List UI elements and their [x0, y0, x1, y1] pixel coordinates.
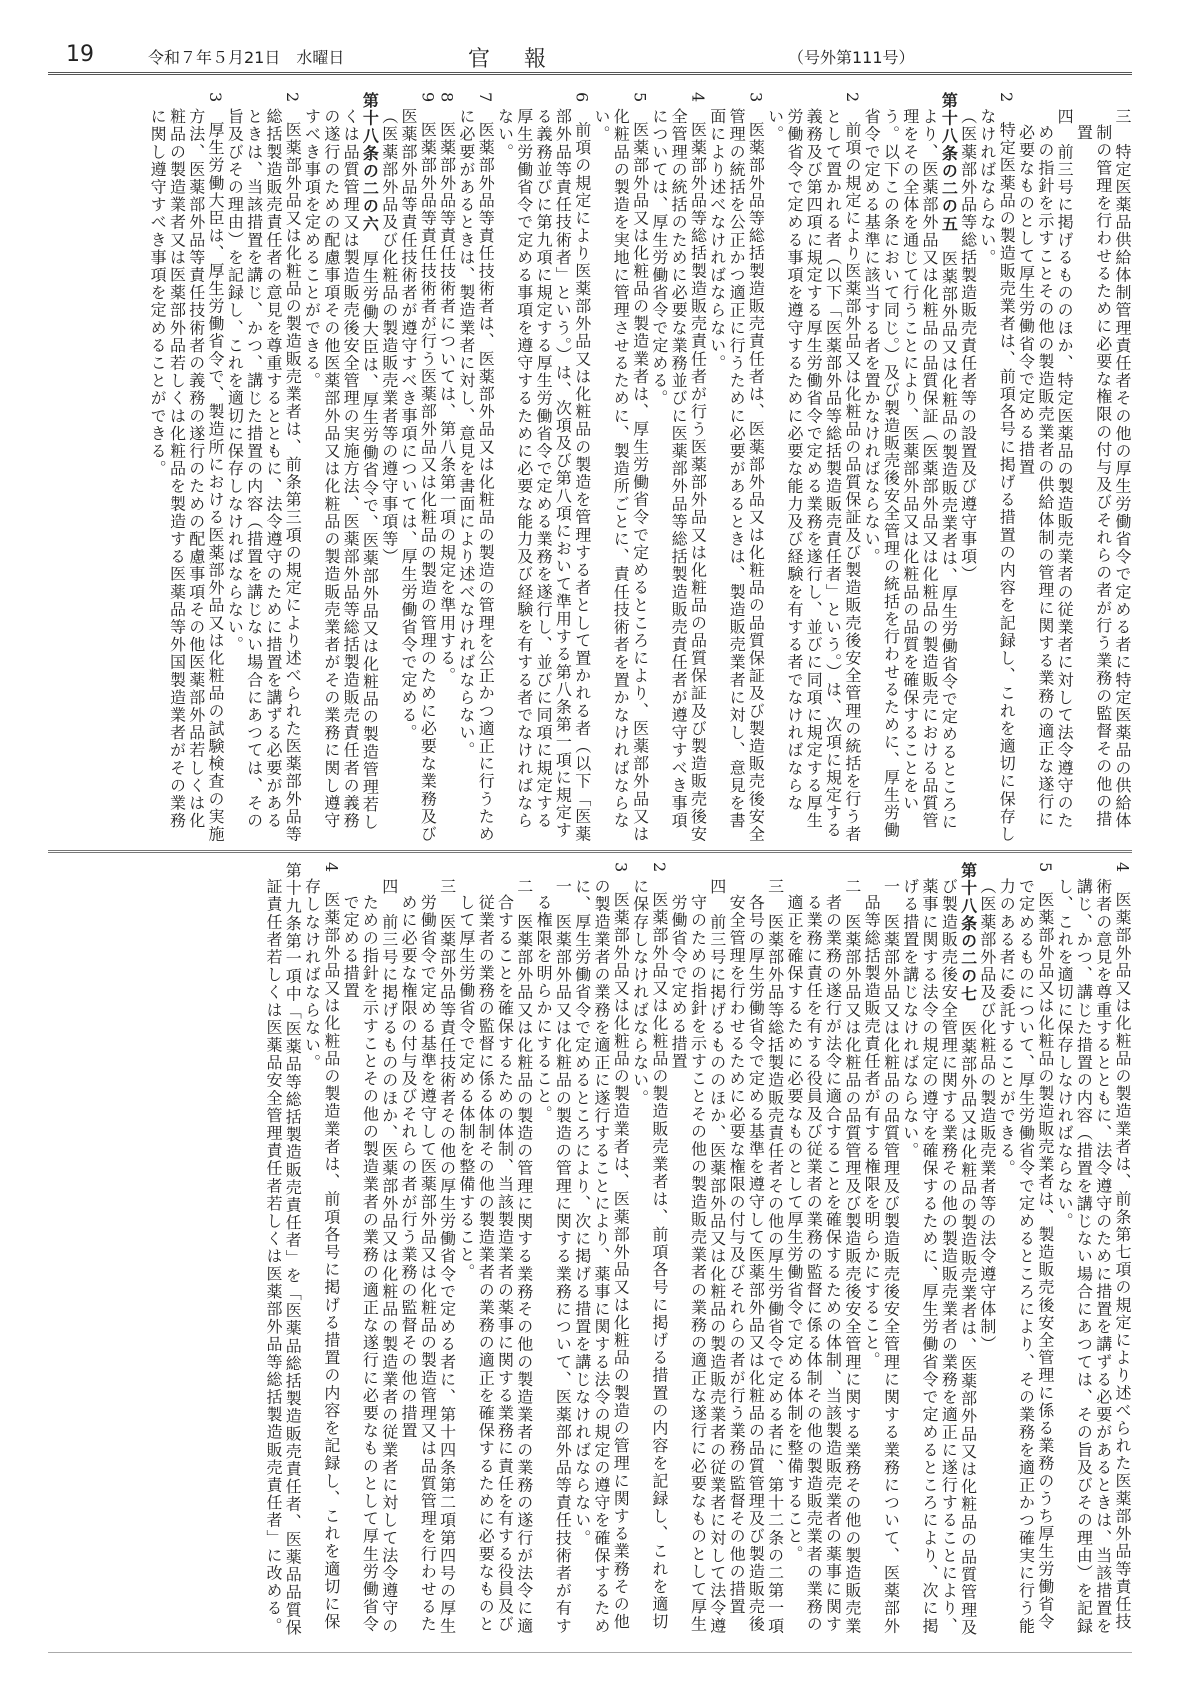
numbered-paragraph: [302, 862, 341, 1647]
article-number: 第十八条の二の六: [360, 92, 380, 233]
lower-text-block: [48, 862, 1132, 1647]
item-paragraph: [727, 862, 785, 1647]
upper-text-block: [48, 92, 1132, 844]
item-paragraph: [534, 862, 573, 1647]
numbered-paragraph: [650, 92, 708, 844]
numbered-paragraph: [399, 92, 438, 844]
item-paragraph: [669, 862, 727, 1647]
numbered-paragraph: [997, 862, 1055, 1647]
article-number: 第十八条の二の七: [958, 862, 978, 1003]
section-divider: [48, 850, 1132, 853]
issue-date: 令和７年５月21日 水曜日: [148, 48, 345, 67]
paragraph-text: 厚生労働大臣は、厚生労働省令で、医薬部外品又は化粧品の製造管理若しくは品質管理又は製造販売後安全管理の実施方法、医薬部外品等総括製造販売責任者の義務の遂行のための配慮事項その他医薬部外品又は化粧品の製造販売業者がその業務に関し遵守すべき事項を定めることができる。: [302, 108, 380, 832]
numbered-paragraph: [457, 92, 496, 844]
numbered-paragraph: [572, 862, 630, 1647]
article-paragraph: [302, 92, 379, 844]
paragraph-text: 三 医薬部外品等責任技術者その他の厚生労働省令で定める者に、第十四条第二項第四号の厚生労働省令で定める基準を遵守して医薬部外品又は化粧品の製造管理又は品質管理を行わせるために必要な権限の付与及びそれらの者が行う業務の監督その他の措置: [399, 878, 457, 1635]
article-caption: [958, 92, 977, 844]
numbered-paragraph: [978, 92, 1017, 844]
paragraph-text: 二 医薬部外品又は化粧品の品質管理及び製造販売後安全管理に関する業務その他の製造販売業者の業務の遂行が法令に適合することを確保するための体制、当該製造販売業者の薬事に関する業務に責任を有する役員及び従業者の業務の監督に係る体制その他の製造販売業者の業務の適正を確保するために必要なものとして厚生労働省令で定める体制を整備すること。: [784, 878, 862, 1635]
article-caption: [379, 92, 398, 844]
paragraph-text: 一 医薬部外品又は化粧品の製造の管理に関する業務について、医薬部外品等責任技術者が有する権限を明らかにすること。: [534, 878, 573, 1635]
item-paragraph: [785, 862, 862, 1647]
paragraph-text: 7 医薬部外品等責任技術者は、医薬部外品又は化粧品の製造の管理を公正かつ適正に行うために必要があるときは、製造業者に対し、意見を書面により述べなければならない。: [456, 92, 496, 843]
paragraph-text: 三 特定医薬品供給体制管理責任者その他の厚生労働省令で定める者に特定医薬品の供給体制の管理を行わせるために必要な権限の付与及びそれらの者が行う業務の監督その他の措置: [1074, 108, 1132, 830]
paragraph-text: 5 医薬部外品又は化粧品の製造販売業者は、製造販売後安全管理に係る業務のうち厚生労働省令で定めるものについて、厚生労働省令で定めるところにより、その業務を適正かつ確実に行う能力のある者に委託することができる。: [997, 862, 1055, 1635]
numbered-paragraph: [630, 862, 669, 1647]
paragraph-text: 2 医薬部外品又は化粧品の製造販売業者は、前項各号に掲げる措置の内容を記録し、これを適切に保存しなければならない。: [630, 862, 669, 1631]
item-paragraph: [399, 862, 457, 1647]
paragraph-text: 一 医薬部外品又は化粧品の品質管理及び製造販売後安全管理に関する業務について、医薬部外品等総括製造販売責任者が有する権限を明らかにすること。: [862, 878, 901, 1635]
numbered-paragraph: [1055, 862, 1132, 1647]
item-paragraph: [341, 862, 399, 1647]
paragraph-text: 医薬部外品又は化粧品の製造販売業者は、医薬部外品又は化粧品の品質管理及び製造販売後安全管理に関する業務その他の製造販売業者の業務を適正に遂行することにより、薬事に関する法令の規定の遵守を確保するために、厚生労働省令で定めるところにより、次に掲げる措置を講じなければならない。: [900, 878, 978, 1637]
paragraph-text: （医薬部外品等総括製造販売責任者等の設置及び遵守事項）: [958, 108, 978, 584]
gazette-title: 官報: [468, 47, 581, 72]
page-header: [48, 38, 1132, 75]
numbered-paragraph: [592, 92, 650, 844]
numbered-paragraph: [264, 862, 303, 1647]
paragraph-text: 二 医薬部外品又は化粧品の製造の管理に関する業務その他の製造業者の業務の遂行が法令に適合することを確保するための体制、当該製造業者の薬事に関する業務に責任を有する役員及び従業者の業務の監督に係る体制その他の製造業者の業務の適正を確保するために必要なものとして厚生労働省令で定める体制を整備すること。: [456, 878, 534, 1635]
numbered-paragraph: [495, 92, 591, 844]
paragraph-text: 医薬部外品又は化粧品の製造販売業者は、厚生労働省令で定めるところにより、医薬部外品又は化粧品の品質保証（医薬部外品又は化粧品の製造販売における品質管理をその全体を通じて行うことにより、医薬部外品又は化粧品の品質を確保することをいう。以下この条において同じ。）及び製造販売後安全管理の統括を行わせるために、厚生労働省令で定める基準に該当する者を置かなければならない。: [862, 108, 959, 840]
paragraph-text: 3 医薬部外品等総括製造販売責任者は、医薬部外品又は化粧品の品質保証及び製造販売後安全管理の統括を公正かつ適正に行うために必要があるときは、製造販売業者に対し、意見を書面により述べなければならない。: [707, 92, 766, 843]
article-paragraph: [862, 92, 958, 844]
paragraph-text: 8 医薬部外品等責任技術者については、第八条第一項の規定を準用する。: [437, 92, 457, 685]
item-paragraph: [862, 862, 901, 1647]
paragraph-text: 2 特定医薬品の製造販売業者は、前項各号に掲げる措置の内容を記録し、これを適切に保存しなければならない。: [977, 92, 1017, 843]
issue-number: （号外第111号）: [788, 48, 915, 67]
numbered-paragraph: [707, 92, 765, 844]
article-caption: [978, 862, 997, 1647]
paragraph-text: 三 医薬部外品等総括製造販売責任者その他の厚生労働省令で定める者に、第十二条の二第一項各号の厚生労働省令で定める基準を遵守して医薬部外品又は化粧品の品質管理及び製造販売後安全管理を行わせるために必要な権限の付与及びそれらの者が行う業務の監督その他の措置: [727, 878, 785, 1635]
paragraph-text: 4 医薬部外品等総括製造販売責任者が行う医薬部外品又は化粧品の品質保証及び製造販売後安全管理の統括のために必要な業務並びに医薬部外品等総括製造販売責任者が遵守すべき事項については、厚生労働省令で定める。: [649, 92, 708, 843]
page-number: 19: [66, 42, 94, 67]
bottom-rule: [48, 1652, 1132, 1653]
paragraph-text: 四 前三号に掲げるもののほか、医薬部外品又は化粧品の製造業者の従業者に対して法令遵守のための指針を示すことその他の製造業者の業務の適正な遂行に必要なものとして厚生労働省令で定める措置: [341, 878, 399, 1635]
numbered-paragraph: [225, 92, 302, 844]
paragraph-text: 4 医薬部外品又は化粧品の製造業者は、前項各号に掲げる措置の内容を記録し、これを適切に保存しなければならない。: [302, 862, 341, 1631]
paragraph-text: 4 医薬部外品又は化粧品の製造業者は、前条第七項の規定により述べられた医薬部外品等責任技術者の意見を尊重するとともに、法令遵守のために措置を講ずる必要があるときは、当該措置を講じ、かつ、講じた措置の内容（措置を講じない場合にあつては、その旨及びその理由）を記録し、これを適切に保存しなければならない。: [1055, 862, 1132, 1635]
paragraph-text: 2 前項の規定により医薬部外品又は化粧品の品質保証及び製造販売後安全管理の統括を行う者として置かれる者（以下「医薬部外品等総括製造販売責任者」という。）は、次項に規定する義務及び第四項に規定する厚生労働省令で定める業務を遂行し、並びに同項に規定する厚生労働省令で定める事項を遵守するために必要な能力及び経験を有する者でなければならない。: [765, 92, 862, 843]
paragraph-text: 9 医薬部外品等責任技術者が行う医薬部外品又は化粧品の製造の管理のために必要な業務及び医薬部外品等責任技術者が遵守すべき事項については、厚生労働省令で定める。: [399, 92, 438, 843]
paragraph-text: 3 厚生労働大臣は、厚生労働省令で、製造所における医薬部外品又は化粧品の試験検査の実施方法、医薬部外品等責任技術者の義務の遂行のための配慮事項その他医薬部外品若しくは化粧品の製造業者又は医薬部外品若しくは化粧品を製造する医薬品等外国製造業者がその業務に関し遵守すべき事項を定めることができる。: [148, 92, 226, 843]
item-paragraph: [457, 862, 534, 1647]
paragraph-text: 第十九条第一項中「医薬品等総括製造販売責任者」を「医薬品総括製造販売責任者、医薬品品質保証責任者若しくは医薬品安全管理責任者若しくは医薬部外品等総括製造販売責任者」に改める。: [263, 862, 303, 1637]
numbered-paragraph: [765, 92, 861, 844]
paragraph-text: 四 前三号に掲げるもののほか、特定医薬品の製造販売業者の従業者に対して法令遵守のための指針を示すことその他の製造販売業者の供給体制の管理に関する業務の適正な遂行に必要なものとして厚生労働省令で定める措置: [1016, 108, 1075, 830]
paragraph-text: 2 医薬部外品又は化粧品の製造販売業者は、前条第三項の規定により述べられた医薬部外品等総括製造販売責任者の意見を尊重するとともに、法令遵守のために措置を講ずる必要があるときは、当該措置を講じ、かつ、講じた措置の内容（措置を講じない場合にあつては、その旨及びその理由）を記録し、これを適切に保存しなければならない。: [225, 92, 303, 843]
paragraph-text: 四 前三号に掲げるもののほか、医薬部外品又は化粧品の製造販売業者の従業者に対して法令遵守のための指針を示すことその他の製造販売業者の業務の適正な遂行に必要なものとして厚生労働省令で定める措置: [669, 878, 727, 1635]
paragraph-text: 3 医薬部外品又は化粧品の製造業者は、医薬部外品又は化粧品の製造の管理に関する業務その他の製造業者の業務を適正に遂行することにより、薬事に関する法令の規定の遵守を確保するために、厚生労働省令で定めるところにより、次に掲げる措置を講じなければならない。: [572, 862, 631, 1635]
article-paragraph: [900, 862, 977, 1647]
paragraph-text: （医薬部外品及び化粧品の製造販売業者等の遵守事項等）: [379, 108, 399, 566]
numbered-paragraph: [148, 92, 225, 844]
item-paragraph: [1016, 92, 1074, 844]
paragraph-text: 6 前項の規定により医薬部外品又は化粧品の製造を管理する者として置かれる者（以下「医薬部外品等責任技術者」という。）は、次項及び第八項において準用する第八条第一項に規定する義務並びに第九項に規定する厚生労働省令で定める業務を遂行し、並びに同項に規定する厚生労働省令で定める事項を遵守するために必要な能力及び経験を有する者でなければならない。: [495, 92, 592, 843]
paragraph-text: 5 医薬部外品又は化粧品の製造業者は、厚生労働省令で定めるところにより、医薬部外品又は化粧品の製造を実地に管理させるために、製造所ごとに、責任技術者を置かなければならない。: [591, 92, 650, 843]
item-paragraph: [1074, 92, 1132, 844]
paragraph-text: （医薬部外品及び化粧品の製造販売業者等の法令遵守体制）: [977, 878, 997, 1354]
article-number: 第十八条の二の五: [939, 92, 959, 233]
numbered-paragraph: [437, 92, 456, 844]
